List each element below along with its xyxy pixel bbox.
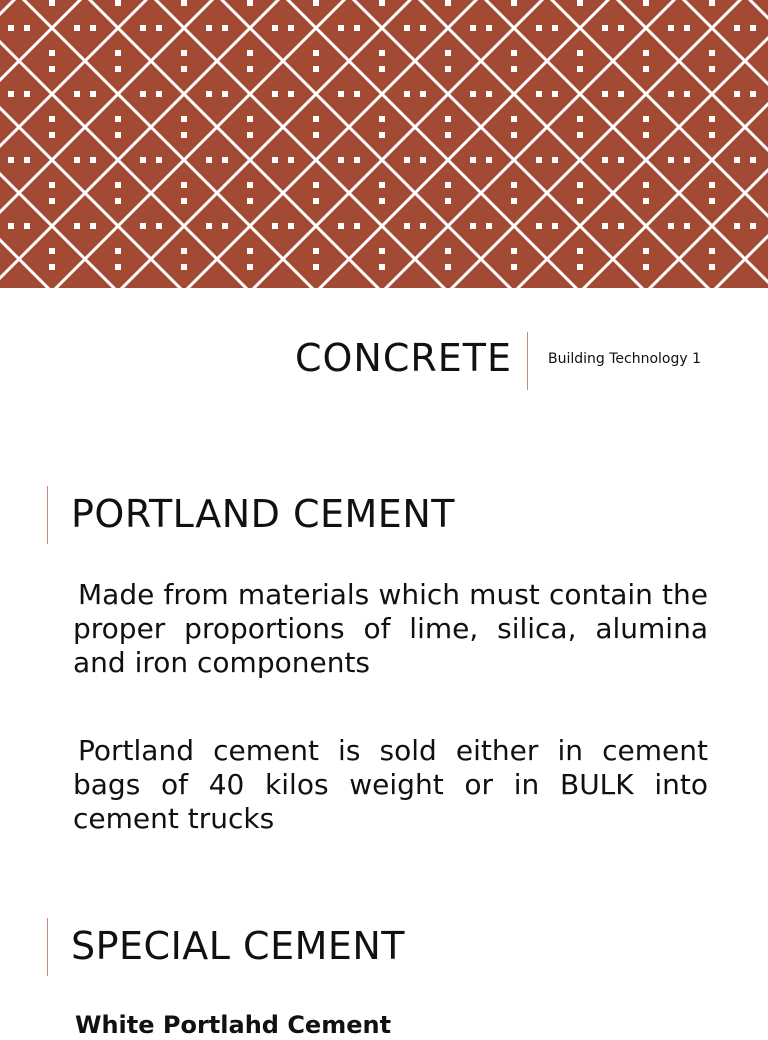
page-title: CONCRETE [294,336,512,380]
section-accent-bar [47,486,48,544]
subheading-white-portland-cement: White Portlahd Cement [75,1011,392,1039]
section-heading-special-cement: SPECIAL CEMENT [71,924,406,968]
section-heading-portland-cement: PORTLAND CEMENT [71,492,455,536]
paragraph: Portland cement is sold either in cement bags of 40 kilos weight or in BULK into cement trucks [73,734,708,835]
page-subtitle: Building Technology 1 [548,351,702,367]
paragraph: Made from materials which must contain the proper proportions of lime, silica, alumina and iron components [73,578,708,679]
section-accent-bar [47,918,48,976]
title-divider [527,332,528,390]
decorative-pattern-banner [0,0,768,288]
title-row [0,332,768,390]
diamond-lattice-pattern [0,0,768,288]
